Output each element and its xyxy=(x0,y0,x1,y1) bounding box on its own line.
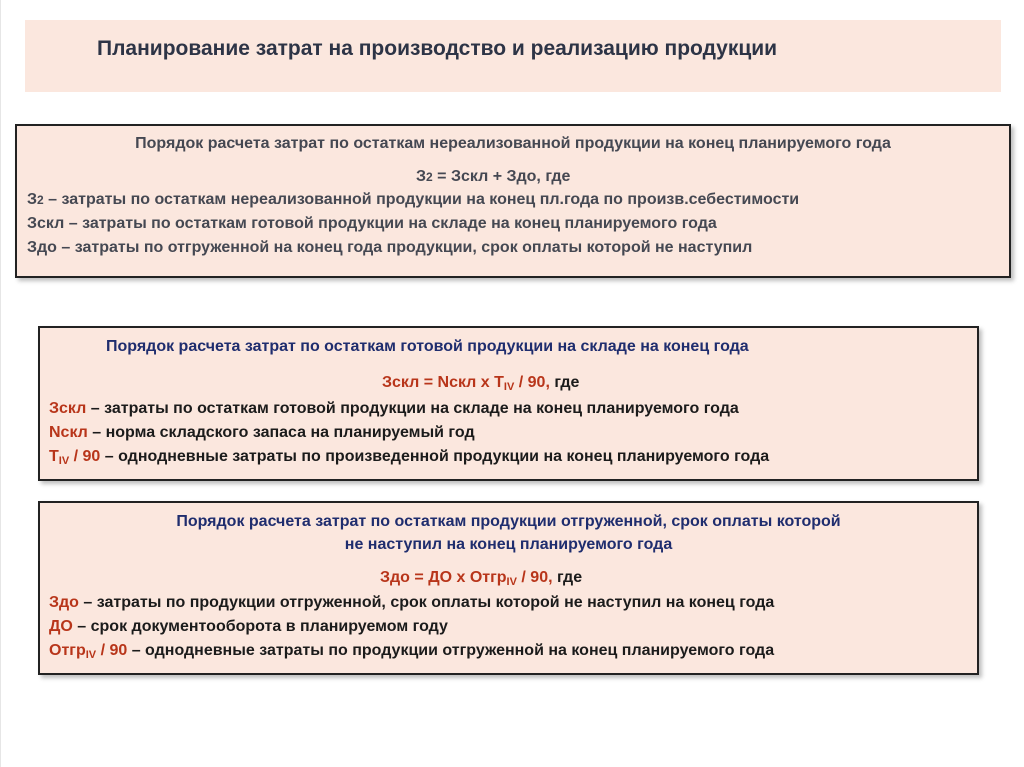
box2-formula: Зскл = Nскл х $Т_{IV} / 90$, где xyxy=(382,374,580,393)
title-banner xyxy=(25,20,1001,92)
box2-heading: Порядок расчета затрат по остаткам готовой продукции на складе на конец года xyxy=(106,338,749,355)
box3-formula: Здо = ДО х Отгр$_{IV}$ / 90, где xyxy=(380,569,583,588)
box3-definition-otgr: Отгр$_{IV}$ / 90 – однодневные затраты по продукции отгруженной на конец планируемого года xyxy=(49,642,775,661)
box1-definition-z2: З2 – затраты по остаткам нереализованной продукции на конец пл.года по произв.себестимости xyxy=(27,191,800,208)
box2-definition-zskl: Зскл – затраты по остаткам готовой продукции на складе на конец планируемого года xyxy=(49,400,739,417)
shipped-products-box xyxy=(38,501,979,675)
box3-heading-line2: не наступил на конец планируемого года xyxy=(344,536,673,553)
box3-definition-do: ДО – срок документооборота в планируемом году xyxy=(49,618,448,635)
box1-definition-zdo: Здо – затраты по отгруженной на конец года продукции, срок оплаты которой не наступил xyxy=(27,239,753,256)
box3-heading-line1: Порядок расчета затрат по остаткам продукции отгруженной, срок оплаты которой xyxy=(176,513,841,530)
box3-definition-zdo: Здо – затраты по продукции отгруженной, срок оплаты которой не наступил на конец года xyxy=(49,594,775,611)
page-title: Планирование затрат на производство и реализацию продукции xyxy=(97,37,778,60)
box2-definition-nskl: Nскл – норма складского запаса на планируемый год xyxy=(49,424,475,441)
unsold-products-box xyxy=(15,124,1011,278)
box1-formula: З2 = Зскл + Здо, где xyxy=(416,168,571,185)
box1-heading: Порядок расчета затрат по остаткам нереализованной продукции на конец планируемого года xyxy=(135,135,891,152)
finished-goods-box xyxy=(38,326,979,481)
box1-definition-zskl: Зскл – затраты по остаткам готовой продукции на складе на конец планируемого года xyxy=(27,215,717,232)
box2-definition-tiv: $Т_{IV} / 90$ – однодневные затраты по произведенной продукции на конец планируемого года xyxy=(49,448,770,467)
